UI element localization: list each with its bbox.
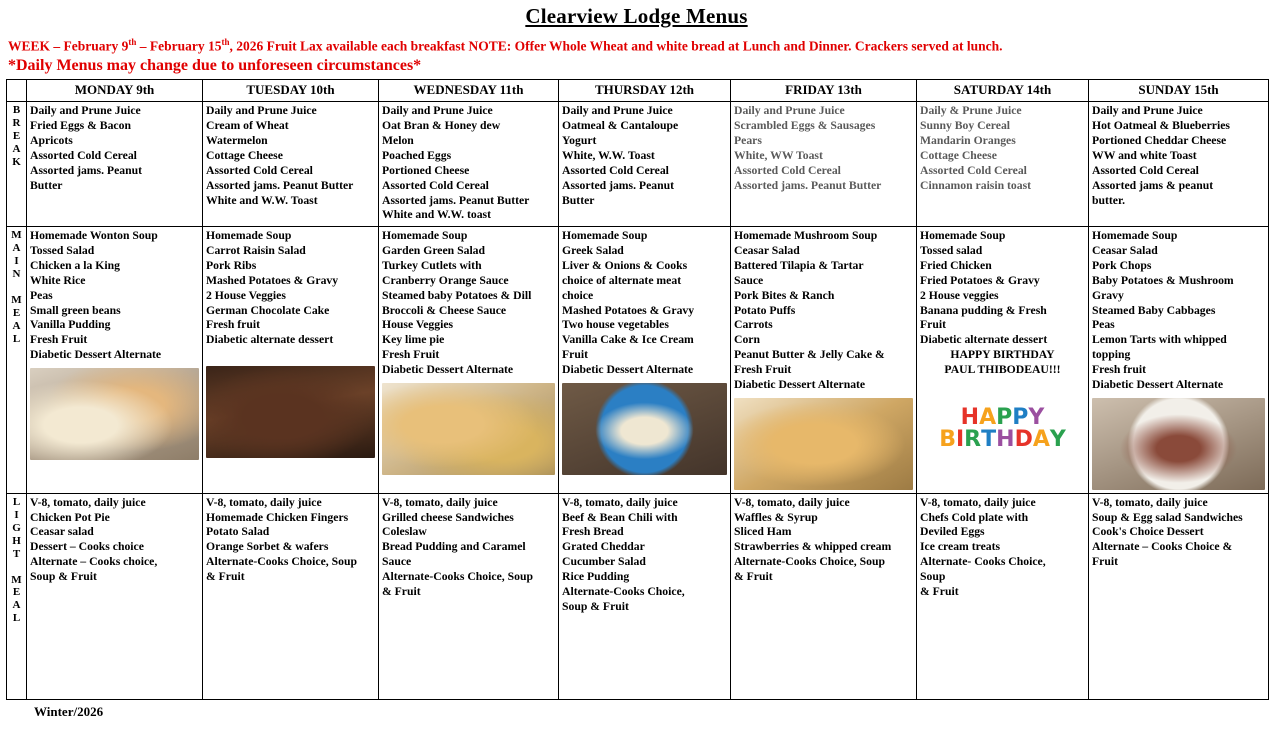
menu-item: Daily and Prune Juice [734,104,845,118]
menu-item: Gravy [1092,288,1124,302]
menu-item: White, WW Toast [734,148,823,162]
menu-item: V-8, tomato, daily juice [382,495,498,509]
menu-item: Steamed Baby Cabbages [1092,303,1216,317]
ordinal-suffix-2: th [221,37,230,47]
row-label-light-letter-1: I [14,508,19,521]
day-header-thursday: THURSDAY 12th [559,80,731,102]
menu-item: & Fruit [734,570,773,583]
menu-item: Assorted Cold Cereal [206,163,313,177]
menu-item: Tossed salad [920,244,983,258]
menu-item: Cream of Wheat [206,119,289,133]
menu-item: Scrambled Eggs & Sausages [734,119,876,133]
menu-item: Daily & Prune Juice [920,104,1022,118]
breakfast-cell-friday [731,102,917,227]
menu-item: Pork Bites & Ranch [734,288,835,302]
menu-item: Portioned Cheese [382,163,470,177]
menu-item: Carrots [734,318,773,332]
menu-item: Alternate-Cooks Choice, Soup [206,555,357,569]
menu-item: White and W.W. toast [382,208,492,222]
menu-item: Assorted jams. Peanut Butter [734,178,882,192]
menu-item: & Fruit [920,584,959,598]
menu-item: Daily and Prune Juice [382,104,493,118]
menu-item: Fruit [1092,555,1118,569]
menu-table [6,79,1269,699]
menu-item: Fresh Bread [562,525,624,539]
menu-page [0,4,1273,732]
menu-item: Assorted jams. Peanut [562,178,674,192]
meal-photo-happy-birthday [920,383,1085,475]
menu-item: Ceasar Salad [1092,244,1158,258]
menu-item: V-8, tomato, daily juice [206,495,322,509]
menu-item: V-8, tomato, daily juice [920,495,1036,509]
birthday-graphic-line-1 [939,404,1066,430]
menu-item: Banana pudding & Fresh [920,303,1047,317]
menu-item: Broccoli & Cheese Sauce [382,303,507,317]
day-header-monday: MONDAY 9th [27,80,203,102]
menu-item: Rice Pudding [562,570,630,583]
row-label-light-letter-6: M [11,573,22,586]
menu-item: Diabetic Dessert Alternate [734,377,866,391]
week-notice-part-3: , 2026 Fruit Lax available each breakfast NOTE: Offer Whole Wheat and white bread at Lunch and Dinner. Crackers served at lunch. [229,38,1003,54]
menu-item: Carrot Raisin Salad [206,244,306,258]
day-header-friday: FRIDAY 13th [731,80,917,102]
menu-item: Baby Potatoes & Mushroom [1092,273,1234,287]
menu-item: Two house vegetables [562,318,669,332]
menu-item: Fresh Fruit [734,362,792,376]
menu-item: Vanilla Pudding [30,318,111,332]
menu-item: Key lime pie [382,333,445,347]
menu-item: Homemade Soup [382,229,468,243]
meal-photo-pork-chop [1092,398,1265,490]
menu-item: Strawberries & whipped cream [734,540,892,554]
meal-photo-liver-onions [562,383,727,475]
menu-item: Waffles & Syrup [734,510,818,524]
menu-item: Alternate-Cooks Choice, Soup [734,555,885,569]
bday-letter: H [960,404,980,430]
menu-item: Chefs Cold plate with [920,510,1029,524]
row-label-breakfast [7,102,27,227]
menu-item: Sauce [382,555,412,569]
menu-item: Fried Potatoes & Gravy [920,273,1040,287]
row-label-breakfast-letter-2: E [12,130,21,143]
menu-item: 2 House Veggies [206,288,286,302]
breakfast-cell-sunday [1089,102,1269,227]
breakfast-cell-thursday [559,102,731,227]
light-meal-cell-thursday [559,493,731,699]
menu-item: Cranberry Orange Sauce [382,273,509,287]
meal-photo-pork-ribs [206,366,375,458]
row-label-main-letter-5: M [11,294,22,307]
day-header-wednesday: WEDNESDAY 11th [379,80,559,102]
menu-item: White Rice [30,273,86,287]
light-meal-cell-monday [27,493,203,699]
breakfast-row [7,102,1269,227]
menu-item: Yogurt [562,134,597,148]
menu-item: Diabetic alternate dessert [206,333,334,347]
menu-item: Diabetic Dessert Alternate [562,362,694,376]
bday-letter: B [939,426,956,452]
menu-item: Soup & Egg salad Sandwiches [1092,510,1243,524]
menu-item: Homemade Soup [1092,229,1178,243]
footer-season: Winter/2026 [34,703,104,719]
day-header-sunday: SUNDAY 15th [1089,80,1269,102]
menu-item: Mandarin Oranges [920,134,1016,148]
menu-item: Fresh Fruit [30,333,88,347]
row-label-main-letter-7: A [12,320,21,333]
menu-item: Diabetic Dessert Alternate [1092,377,1224,391]
row-label-light-letter-9: L [12,612,21,625]
bday-letter: T [981,426,997,452]
bday-letter: Y [1049,426,1066,452]
menu-item: Homemade Mushroom Soup [734,229,878,243]
main-meal-row [7,227,1269,493]
row-label-light-letter-3: H [12,534,21,547]
menu-item: Homemade Soup [920,229,1006,243]
row-label-main-spacer [10,281,23,294]
row-label-breakfast-letter-0: B [12,104,21,117]
menu-item: Butter [30,178,63,192]
row-label-breakfast-letter-3: A [12,143,21,156]
menu-item: Alternate – Cooks choice, [30,555,158,569]
menu-item: Cook's Choice Dessert [1092,525,1204,539]
main-meal-cell-friday [731,227,917,493]
row-label-light-letter-2: G [12,521,21,534]
menu-item: Hot Oatmeal & Blueberries [1092,119,1230,133]
menu-item: White and W.W. Toast [206,193,318,207]
menu-item: Dessert – Cooks choice [30,540,144,554]
menu-item: Grated Cheddar [562,540,645,554]
menu-item: Fresh Fruit [382,348,440,362]
birthday-graphic-line-2 [939,426,1066,452]
notice-block [8,37,1273,75]
menu-item: Potato Salad [206,525,270,539]
breakfast-cell-wednesday [379,102,559,227]
menu-item: Soup & Fruit [562,599,629,613]
menu-item: Butter [562,193,595,207]
row-label-light-spacer [10,561,23,574]
menu-item: Homemade Soup [206,229,292,243]
menu-item: V-8, tomato, daily juice [1092,495,1208,509]
menu-item: Ceasar salad [30,525,94,539]
menu-item: Grilled cheese Sandwiches [382,510,514,524]
menu-item: Peas [30,288,53,302]
menu-item: butter. [1092,193,1126,207]
menu-item: Tossed Salad [30,244,95,258]
bday-letter: I [955,426,965,452]
menu-item: Assorted Cold Cereal [920,163,1027,177]
main-meal-cell-saturday [917,227,1089,493]
row-label-main-letter-8: L [12,333,21,345]
menu-item: Assorted jams. Peanut Butter [206,178,354,192]
breakfast-cell-saturday [917,102,1089,227]
row-label-main-letter-2: I [14,255,19,268]
bday-letter: R [964,426,982,452]
week-notice-part-1: WEEK – February 9 [8,38,129,54]
menu-item: Corn [734,333,760,347]
menu-item: Fruit [920,318,946,332]
bday-letter: A [979,404,997,430]
main-meal-cell-sunday [1089,227,1269,493]
row-label-main-letter-1: A [12,242,21,255]
menu-item: choice of alternate meat [562,273,682,287]
menu-item: Ice cream treats [920,540,1001,554]
row-label-light-letter-8: A [12,599,21,612]
menu-item: Mashed Potatoes & Gravy [562,303,695,317]
menu-item: & Fruit [206,570,245,583]
row-label-light-meal [7,493,27,699]
menu-item: Potato Puffs [734,303,796,317]
week-notice [8,37,1273,55]
menu-item: WW and white Toast [1092,148,1197,162]
menu-item: Cottage Cheese [206,148,283,162]
birthday-announcement-line-2: PAUL THIBODEAU!!! [944,362,1061,376]
table-header-row [7,80,1269,102]
bday-letter: Y [1028,404,1045,430]
menu-item: 2 House veggies [920,288,999,302]
bday-letter: H [996,426,1015,452]
menu-item: & Fruit [382,584,421,598]
row-label-main-letter-0: M [11,229,22,242]
menu-item: Assorted Cold Cereal [734,163,841,177]
menu-item: Assorted Cold Cereal [1092,163,1199,177]
ordinal-suffix-1: th [128,37,137,47]
menu-item: Turkey Cutlets with [382,258,482,272]
menu-item: Assorted Cold Cereal [382,178,489,192]
menu-item: Peas [1092,318,1115,332]
menu-item: V-8, tomato, daily juice [562,495,678,509]
menu-item: Chicken a la King [30,258,120,272]
menu-item: Coleslaw [382,525,427,539]
light-meal-cell-friday [731,493,917,699]
menu-item: Diabetic alternate dessert [920,333,1048,347]
menu-item: Daily and Prune Juice [206,104,317,118]
main-meal-cell-wednesday [379,227,559,493]
row-label-main-meal [7,227,27,493]
main-meal-cell-monday [27,227,203,493]
light-meal-cell-tuesday [203,493,379,699]
menu-item: Orange Sorbet & wafers [206,540,329,554]
menu-item: Fried Chicken [920,258,992,272]
menu-item: Diabetic Dessert Alternate [30,348,162,362]
menu-item: Sauce [734,273,764,287]
menu-item: Melon [382,134,414,148]
row-label-breakfast-letter-1: R [12,117,21,130]
menu-item: Assorted Cold Cereal [30,148,137,162]
row-label-main-letter-3: N [12,268,21,281]
bday-letter: D [1014,426,1033,452]
menu-item: Alternate- Cooks Choice, [920,555,1046,569]
menu-item: Fresh fruit [206,318,260,332]
menu-item: Garden Green Salad [382,244,486,258]
daily-change-notice: *Daily Menus may change due to unforeseen circumstances* [8,57,422,75]
menu-item: German Chocolate Cake [206,303,330,317]
menu-item: Sunny Boy Cereal [920,119,1011,133]
row-label-main-letter-6: E [12,307,21,320]
meal-photo-chicken-rice [30,368,199,460]
menu-item: Poached Eggs [382,148,452,162]
menu-item: Homemade Wonton Soup [30,229,158,243]
menu-item: Greek Salad [562,244,624,258]
menu-item: Pears [734,134,762,148]
row-label-light-letter-4: T [12,547,21,560]
menu-item: Apricots [30,134,73,148]
menu-item: Sliced Ham [734,525,792,539]
corner-cell [7,80,27,102]
menu-item: Assorted jams. Peanut Butter [382,193,530,207]
menu-item: Oatmeal & Cantaloupe [562,119,679,133]
menu-item: Fried Eggs & Bacon [30,119,131,133]
menu-item: Peanut Butter & Jelly Cake & [734,348,885,362]
menu-item: Watermelon [206,134,268,148]
menu-item: Oat Bran & Honey dew [382,119,501,133]
bday-letter: P [1012,404,1029,430]
menu-item: Assorted jams & peanut [1092,178,1214,192]
menu-item: Steamed baby Potatoes & Dill [382,288,532,302]
menu-item: Bread Pudding and Caramel [382,540,526,554]
main-meal-cell-tuesday [203,227,379,493]
day-header-tuesday: TUESDAY 10th [203,80,379,102]
menu-item: Daily and Prune Juice [30,104,141,118]
menu-item: Homemade Chicken Fingers [206,510,349,524]
bday-letter: P [996,404,1013,430]
menu-item: Battered Tilapia & Tartar [734,258,864,272]
menu-item: Small green beans [30,303,121,317]
menu-item: Mashed Potatoes & Gravy [206,273,339,287]
menu-item: Alternate-Cooks Choice, [562,584,685,598]
menu-item: Soup [920,570,946,583]
menu-item: Pork Ribs [206,258,257,272]
menu-item: Diabetic Dessert Alternate [382,362,514,376]
menu-item: Pork Chops [1092,258,1152,272]
day-header-saturday: SATURDAY 14th [917,80,1089,102]
menu-item: Alternate-Cooks Choice, Soup [382,570,533,583]
menu-item: Cinnamon raisin toast [920,178,1032,192]
menu-item: House Veggies [382,318,454,332]
row-label-light-letter-7: E [12,586,21,599]
page-title: Clearview Lodge Menus [525,4,748,28]
menu-item: Portioned Cheddar Cheese [1092,134,1227,148]
menu-item: Beef & Bean Chili with [562,510,678,524]
menu-item: Soup & Fruit [30,570,97,583]
meal-photo-battered-fish [734,398,913,490]
light-meal-cell-wednesday [379,493,559,699]
menu-item: Assorted jams. Peanut [30,163,142,177]
menu-item: Homemade Soup [562,229,648,243]
menu-item: Alternate – Cooks Choice & [1092,540,1233,554]
breakfast-cell-monday [27,102,203,227]
light-meal-cell-saturday [917,493,1089,699]
menu-item: Fresh fruit [1092,362,1146,376]
meal-photo-turkey-cutlets [382,383,555,475]
week-notice-part-2: – February 15 [136,38,222,54]
menu-item: topping [1092,348,1131,362]
menu-item: Cucumber Salad [562,555,646,569]
menu-item: V-8, tomato, daily juice [734,495,850,509]
menu-item: Fruit [562,348,588,362]
menu-item: Daily and Prune Juice [1092,104,1203,118]
menu-item: Lemon Tarts with whipped [1092,333,1227,347]
row-label-light-letter-0: L [12,495,21,508]
menu-item: Daily and Prune Juice [562,104,673,118]
breakfast-cell-tuesday [203,102,379,227]
menu-item: V-8, tomato, daily juice [30,495,146,509]
light-meal-cell-sunday [1089,493,1269,699]
menu-item: Assorted Cold Cereal [562,163,669,177]
menu-item: Ceasar Salad [734,244,800,258]
light-meal-row [7,493,1269,699]
row-label-breakfast-letter-4: K [12,156,21,169]
menu-item: choice [562,288,594,302]
bday-letter: A [1032,426,1050,452]
menu-item: Cottage Cheese [920,148,997,162]
menu-item: Liver & Onions & Cooks [562,258,688,272]
menu-item: White, W.W. Toast [562,148,655,162]
menu-item: Vanilla Cake & Ice Cream [562,333,694,347]
birthday-announcement-line-1: HAPPY BIRTHDAY [950,348,1055,362]
main-meal-cell-thursday [559,227,731,493]
menu-item: Chicken Pot Pie [30,510,110,524]
menu-item: Deviled Eggs [920,525,985,539]
